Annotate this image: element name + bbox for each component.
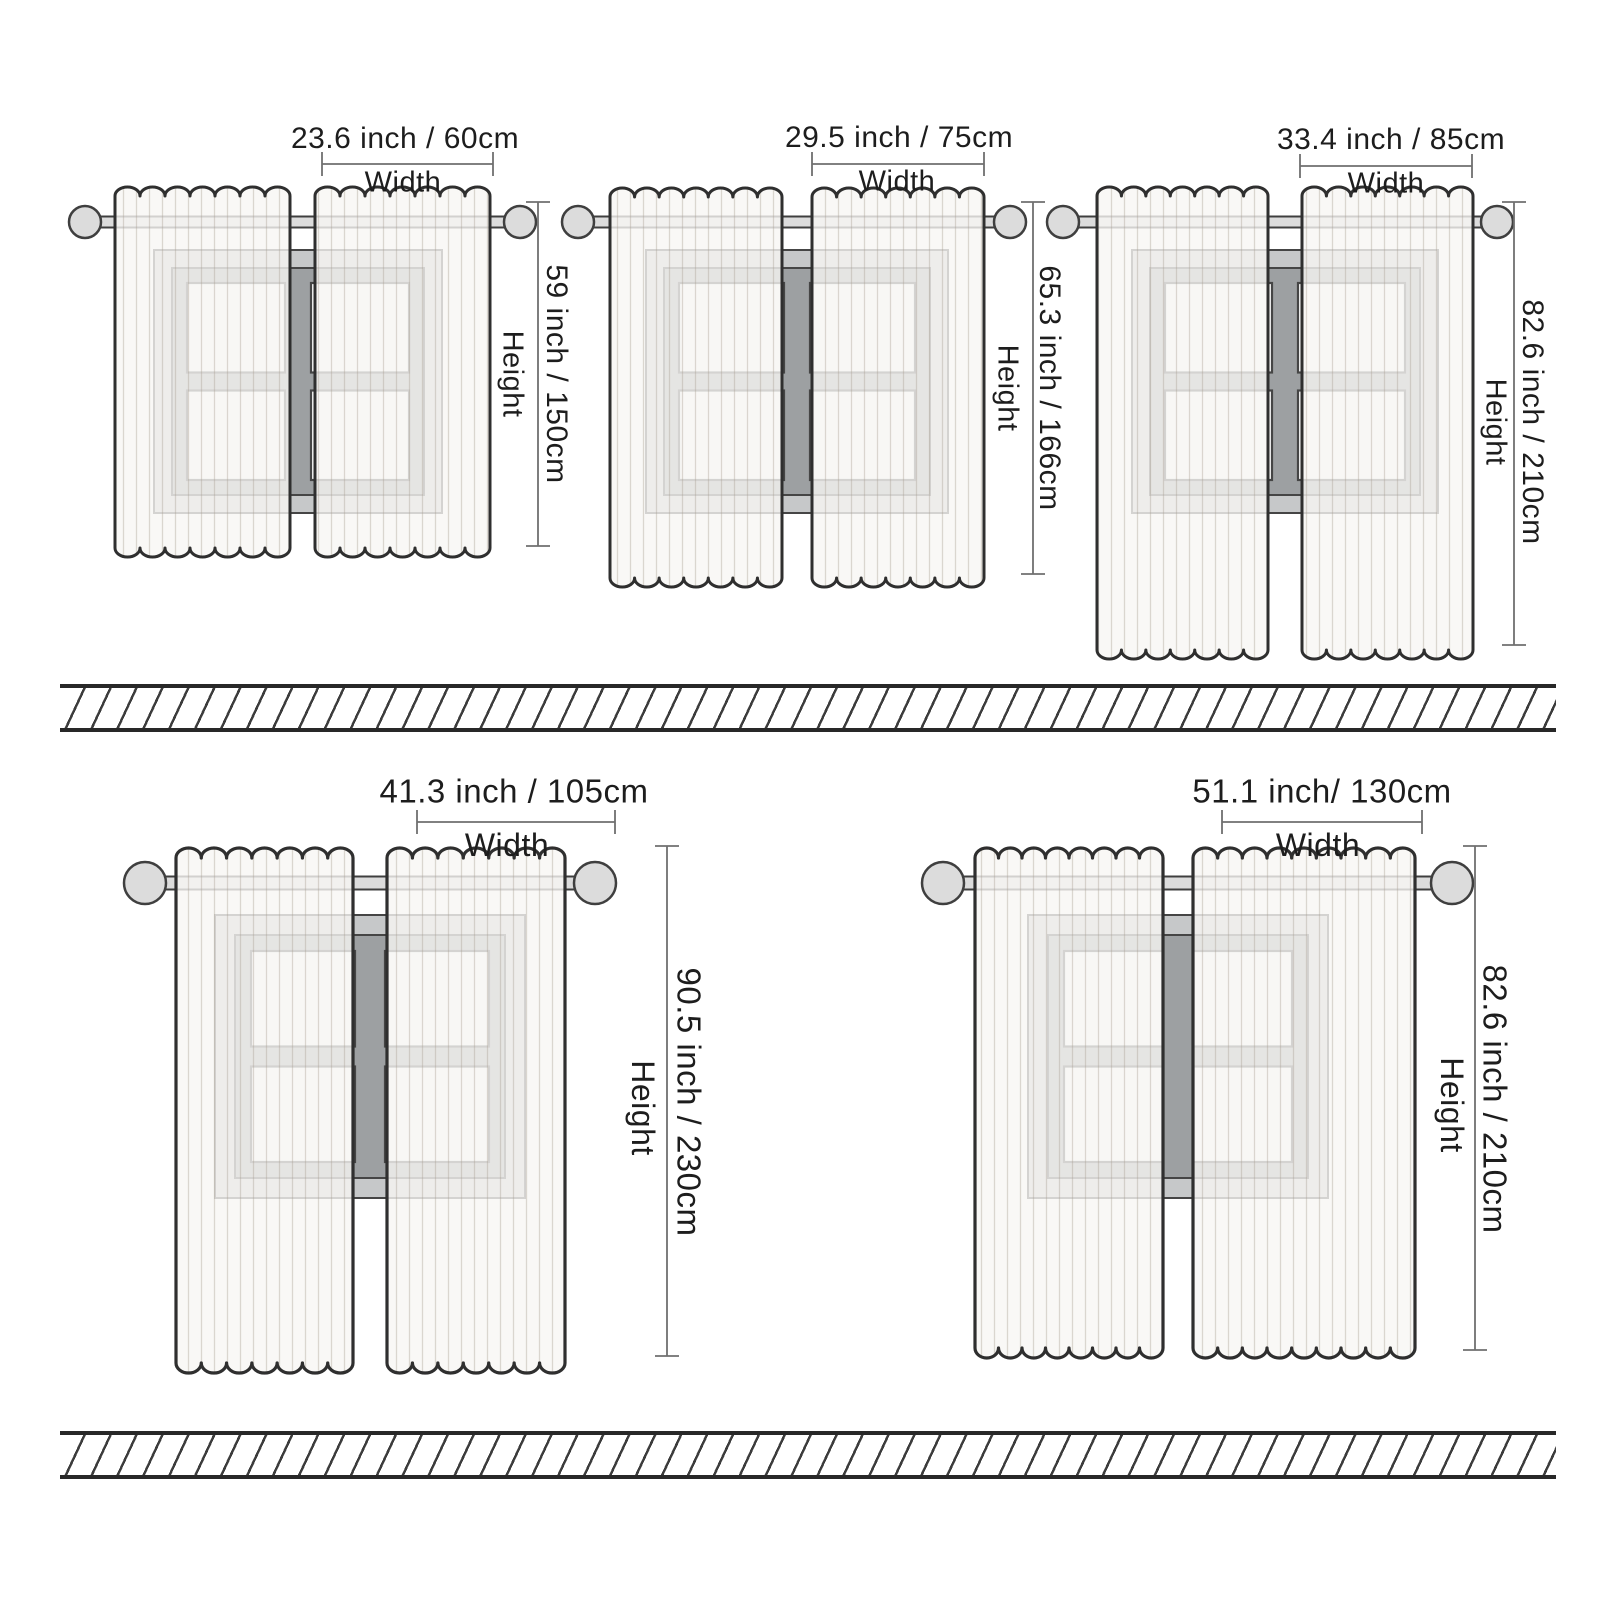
curtain-panel-right xyxy=(1302,187,1473,659)
curtain-diagram-3 xyxy=(1047,154,1526,659)
curtain-panel-right xyxy=(387,848,565,1373)
width-caption-label-3: Width xyxy=(1347,167,1425,200)
height-caption-label-5: Height xyxy=(1434,1057,1470,1153)
width-value-label-1: 23.6 inch / 60cm xyxy=(290,122,520,155)
curtain-diagram-5 xyxy=(922,810,1487,1358)
floor-hatch-band-2 xyxy=(60,1431,1556,1479)
height-value-label-1: 59 inch / 150cm xyxy=(540,264,573,484)
width-value-label-2: 29.5 inch / 75cm xyxy=(784,121,1014,154)
height-value-label-2: 65.3 inch / 166cm xyxy=(1033,265,1066,511)
curtain-panel-left xyxy=(115,187,290,557)
width-value-label-4: 41.3 inch / 105cm xyxy=(379,772,649,810)
curtain-diagram-1 xyxy=(69,152,550,557)
curtain-panel-right xyxy=(812,188,984,587)
width-value-label-5: 51.1 inch/ 130cm xyxy=(1192,772,1452,810)
curtain-panel-right xyxy=(1193,848,1415,1358)
height-caption-label-3: Height xyxy=(1479,378,1512,466)
width-caption-label-5: Width xyxy=(1275,827,1361,863)
height-value-label-4: 90.5 inch / 230cm xyxy=(670,967,708,1237)
width-caption-label-2: Width xyxy=(858,165,936,198)
height-caption-label-1: Height xyxy=(496,330,529,418)
curtain-panel-right xyxy=(315,187,490,557)
floor-hatch-band-1 xyxy=(60,684,1556,732)
curtain-panel-left xyxy=(176,848,353,1373)
height-value-label-3: 82.6 inch / 210cm xyxy=(1516,299,1549,545)
width-value-label-3: 33.4 inch / 85cm xyxy=(1276,123,1506,156)
height-value-label-5: 82.6 inch / 210cm xyxy=(1476,964,1514,1234)
width-caption-label-4: Width xyxy=(464,827,550,863)
height-caption-label-4: Height xyxy=(625,1060,661,1156)
curtain-panel-left xyxy=(610,188,782,587)
curtain-panel-left xyxy=(975,848,1163,1358)
width-caption-label-1: Width xyxy=(364,166,442,199)
curtain-diagram-4 xyxy=(124,810,679,1373)
height-caption-label-2: Height xyxy=(991,344,1024,432)
curtain-panel-left xyxy=(1097,187,1268,659)
curtain-diagram-2 xyxy=(562,152,1045,587)
